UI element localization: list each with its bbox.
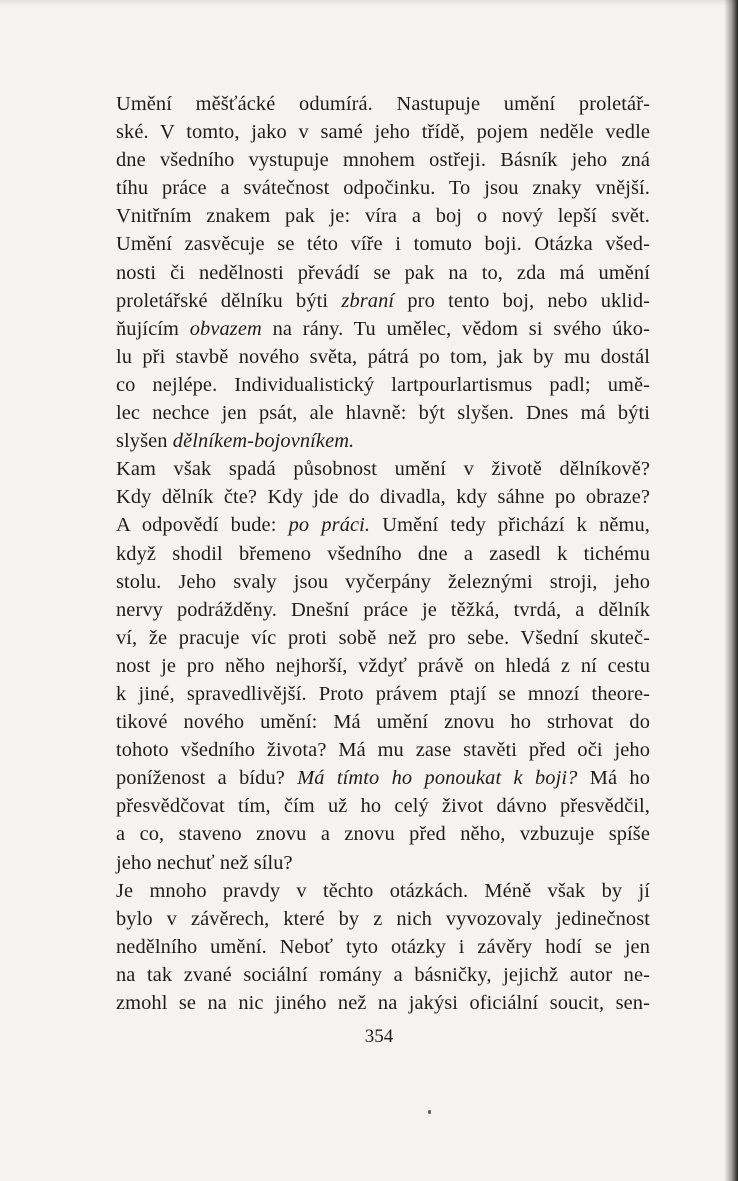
text-segment: nost je pro něho nejhorší, vždyť právě on hledá z ní cestu (116, 654, 650, 677)
text-segment: Umění měšťácké odumírá. Nastupuje umění proletář- (116, 93, 650, 115)
text-segment: pro tento boj, nebo uklid- (394, 289, 651, 312)
text-line (116, 820, 650, 848)
text-line (116, 596, 650, 624)
text-line (116, 540, 650, 568)
text-segment: A odpovědí bude: (116, 514, 289, 537)
text-segment: Kam však spadá působnost umění v životě dělníkově? (116, 458, 650, 481)
italic-emphasis: dělníkem-bojovníkem. (172, 430, 355, 453)
text-line (116, 568, 650, 596)
text-line (116, 259, 650, 287)
text-line (116, 146, 650, 174)
text-segment: přesvědčovat tím, čím už ho celý život dávno přesvědčil, (116, 795, 650, 818)
text-line (116, 764, 650, 792)
text-line (116, 90, 650, 118)
text-line (116, 315, 650, 343)
text-segment: lu při stavbě nového světa, pátrá po tom, jak by mu dostál (116, 345, 650, 368)
text-line (116, 118, 650, 146)
text-line (116, 230, 650, 258)
text-line (116, 652, 650, 680)
book-gutter-shadow (724, 0, 738, 1181)
text-segment: ské. V tomto, jako v samé jeho třídě, pojem neděle vedle (116, 121, 650, 144)
text-line (116, 624, 650, 652)
text-segment: na rány. Tu umělec, vědom si svého úko- (261, 317, 650, 340)
text-segment: když shodil břemeno všedního dne a zasedl k tichému (116, 542, 650, 565)
text-segment: Je mnoho pravdy v těchto otázkách. Méně však by jí (116, 879, 650, 902)
text-line (116, 399, 650, 427)
text-segment: stolu. Jeho svaly jsou vyčerpány železnými stroji, jeho (116, 570, 650, 593)
text-line (116, 287, 650, 315)
text-segment: ví, že pracuje víc proti sobě než pro sebe. Všední skuteč- (116, 626, 650, 649)
page-top-edge (0, 0, 738, 6)
italic-emphasis: Má tímto ho ponoukat k boji? (297, 767, 578, 790)
text-line (116, 455, 650, 483)
text-segment: tikové nového umění: Má umění znovu ho strhovat do (116, 711, 650, 734)
text-line (116, 989, 650, 1017)
text-segment: a co, staveno znovu a znovu před něho, vzbuzuje spíše (116, 823, 650, 846)
text-segment: nosti či nedělnosti převádí se pak na to, zda má umění (116, 261, 650, 284)
text-segment: tohoto všedního života? Má mu zase stavěti před oči jeho (116, 739, 650, 762)
text-line (116, 174, 650, 202)
text-segment: Umění zasvěcuje se této víře i tomuto boji. Otázka všed- (116, 233, 650, 256)
text-line (116, 933, 650, 961)
text-segment: jeho nechuť než sílu? (116, 851, 293, 874)
text-line (116, 427, 650, 455)
text-segment: Vnitřním znakem pak je: víra a boj o nový lepší svět. (116, 205, 650, 228)
text-segment: ňujícím (116, 317, 190, 340)
text-line (116, 792, 650, 820)
text-line (116, 371, 650, 399)
text-line (116, 708, 650, 736)
text-line (116, 511, 650, 539)
italic-emphasis: obvazem (189, 317, 262, 340)
text-line (116, 877, 650, 905)
text-line (116, 343, 650, 371)
text-segment: na tak zvané sociální romány a básničky, jejichž autor ne- (116, 963, 650, 986)
text-line (116, 680, 650, 708)
text-segment: dne všedního vystupuje mnohem ostřeji. Básník jeho zná (116, 149, 650, 172)
italic-emphasis: po práci. (288, 514, 371, 537)
text-segment: k jiné, spravedlivější. Proto právem ptají se mnozí theore- (116, 682, 650, 705)
text-segment: tíhu práce a svátečnost odpočinku. To jsou znaky vnější. (116, 177, 650, 200)
text-segment: proletářské dělníku býti (116, 289, 342, 312)
print-speck (428, 1110, 431, 1114)
text-line (116, 483, 650, 511)
text-line (116, 961, 650, 989)
text-line (116, 202, 650, 230)
italic-emphasis: zbraní (341, 289, 395, 312)
text-segment: Umění tedy přichází k němu, (370, 514, 650, 537)
body-text (116, 90, 650, 1017)
text-segment: co nejlépe. Individualistický lartpourlartismus padl; umě- (116, 373, 650, 396)
text-segment: Kdy dělník čte? Kdy jde do divadla, kdy sáhne po obraze? (116, 486, 650, 509)
text-segment: bylo v závěrech, které by z nich vyvozovaly jedinečnost (116, 907, 650, 930)
text-segment: lec nechce jen psát, ale hlavně: být slyšen. Dnes má býti (116, 402, 650, 425)
text-line (116, 905, 650, 933)
text-segment: poníženost a bídu? (116, 767, 298, 790)
text-segment: slyšen (116, 430, 173, 453)
text-segment: nervy podrážděny. Dnešní práce je těžká, tvrdá, a dělník (116, 598, 650, 621)
text-line (116, 736, 650, 764)
text-segment: Má ho (577, 767, 650, 790)
text-segment: zmohl se na nic jiného než na jakýsi oficiální soucit, sen- (116, 992, 650, 1014)
text-line (116, 849, 650, 877)
page-number: 354 (364, 1026, 394, 1047)
text-segment: nedělního umění. Neboť tyto otázky i závěry hodí se jen (116, 935, 650, 958)
